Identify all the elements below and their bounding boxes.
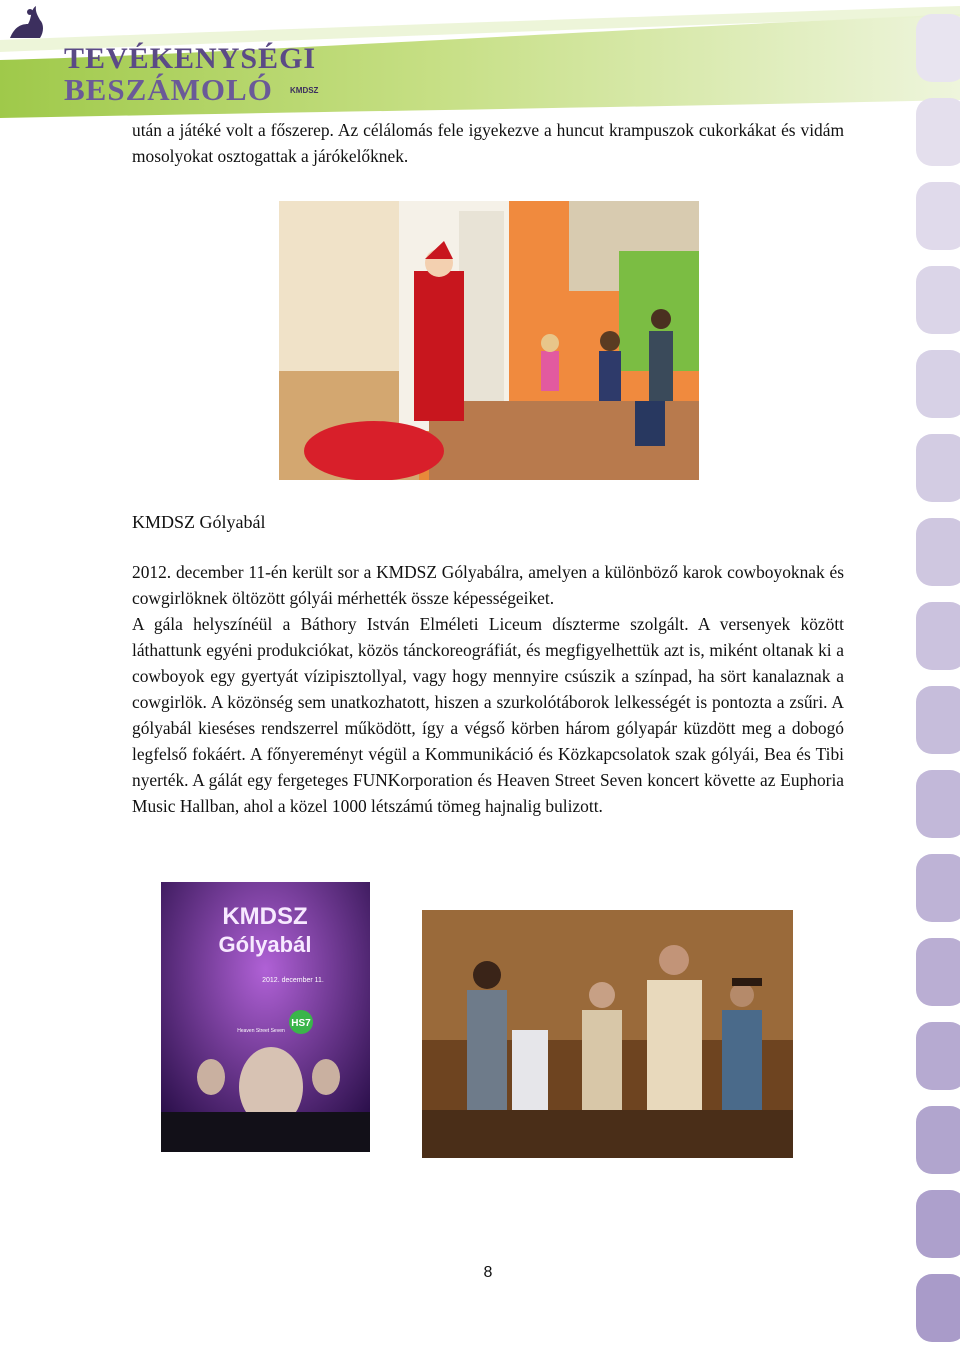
side-tab bbox=[916, 854, 960, 922]
side-tab bbox=[916, 938, 960, 1006]
santa-kindergarten-photo bbox=[279, 201, 699, 480]
poster-band: Heaven Street Seven bbox=[237, 1028, 285, 1034]
poster-badge: HS7 bbox=[291, 1018, 311, 1029]
poster-date: 2012. december 11. bbox=[262, 977, 324, 984]
side-tab bbox=[916, 1106, 960, 1174]
logo-title-line1: TEVÉKENYSÉGI bbox=[64, 42, 317, 75]
header-banner bbox=[0, 0, 960, 118]
side-tab bbox=[916, 1022, 960, 1090]
side-tab bbox=[916, 686, 960, 754]
logo-mark-label: KMDSZ bbox=[290, 86, 319, 95]
side-tab bbox=[916, 98, 960, 166]
paragraph-1: 2012. december 11-én került sor a KMDSZ Gólyabálra, amelyen a különböző karok cowboyoknak és cowgirlöknek öltözött gólyái mérhették össze képességeiket. bbox=[132, 562, 844, 608]
kmdsz-rider-logo-icon bbox=[0, 0, 50, 50]
golyabal-stage-photo bbox=[422, 910, 793, 1158]
side-tab bbox=[916, 14, 960, 82]
side-tab bbox=[916, 1274, 960, 1342]
golyabal-poster-image bbox=[161, 882, 370, 1174]
side-tab bbox=[916, 770, 960, 838]
poster-title-line1: KMDSZ bbox=[222, 903, 308, 930]
side-tab bbox=[916, 350, 960, 418]
side-tab bbox=[916, 434, 960, 502]
side-tab bbox=[916, 518, 960, 586]
side-tab bbox=[916, 266, 960, 334]
poster-title-line2: Gólyabál bbox=[218, 932, 312, 957]
side-tab bbox=[916, 602, 960, 670]
side-tab bbox=[916, 1190, 960, 1258]
side-tab-decoration bbox=[890, 0, 960, 1366]
intro-paragraph: után a játéké volt a főszerep. Az célálomás fele igyekezve a huncut krampuszok cukorkákat és vidám mosolyokat osztogattak a járókelőknek. bbox=[132, 120, 844, 166]
page-number: 8 bbox=[483, 1264, 493, 1281]
section-heading: KMDSZ Gólyabál bbox=[132, 512, 266, 532]
side-tab bbox=[916, 182, 960, 250]
logo-title-line2: BESZÁMOLÓ bbox=[64, 72, 273, 107]
paragraph-2: A gála helyszínéül a Báthory István Elméleti Liceum díszterme szolgált. A versenyek között láthattunk egyéni produkciókat, közös tánckoreográfiát, és megfigyelhettük azt is, miként oltanak ki a cowboyok egy gyertyát vízipisztollyal, vagy hogy mennyire csúszik a színpad, ha sört kanalaznak a cowgirlök. A közönség sem unatkozhatott, hiszen a szurkolótáborok lelkességét is pontozta a zsűri. A gólyabál kieséses rendszerrel működött, így a végső körben három gólyapár küzdött meg a dobogó legfelső fokáért. A főnyereményt végül a Kommunikáció és Közkapcsolatok szak gólyái, Bea és Tibi nyerték. A gálát egy fergeteges FUNKorporation és Heaven Street Seven koncert követte az Euphoria Music Hallban, ahol a közel 1000 létszámú tömeg hajnalig bulizott. bbox=[132, 614, 844, 816]
